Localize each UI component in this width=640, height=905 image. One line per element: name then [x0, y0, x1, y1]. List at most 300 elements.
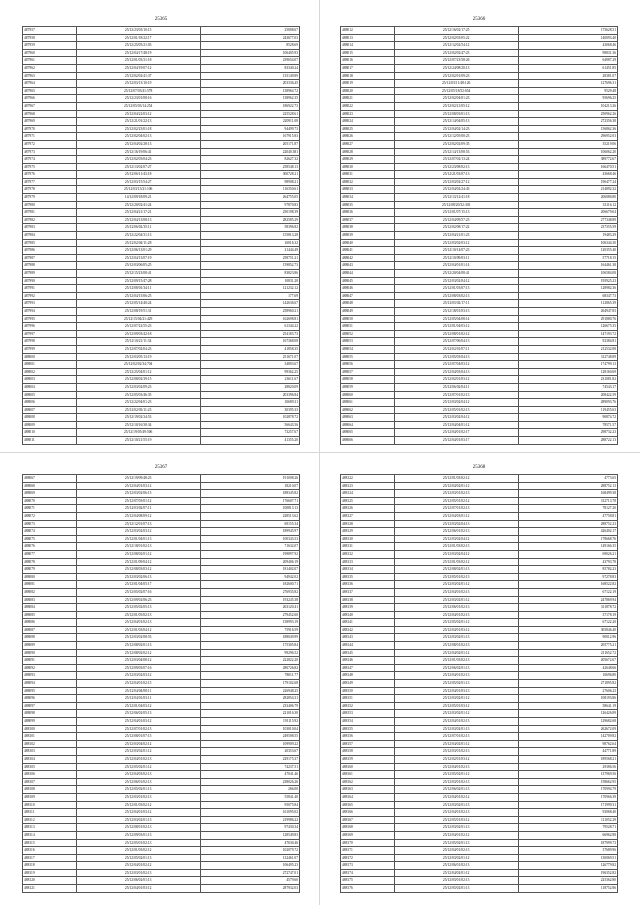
table-row [341, 626, 618, 634]
table-row [341, 254, 618, 262]
timestamp-cell: 25/12/03/02/01:12 [394, 695, 518, 703]
amount-cell: 10831.28 [200, 277, 300, 285]
timestamp-cell: 25/12/01/04/01:13 [76, 535, 200, 543]
amount-cell: 266.00 [200, 786, 300, 794]
timestamp-cell: 25/12/10/21/55:19 [76, 437, 200, 445]
amount-cell: 8528.69 [200, 42, 300, 50]
table-row [23, 778, 300, 786]
table-row [341, 687, 618, 695]
record-id-cell: 487983 [23, 224, 77, 232]
amount-cell: 279452.60 [200, 611, 300, 619]
table-row [341, 292, 618, 300]
timestamp-cell: 25/12/07/22/55:23 [76, 323, 200, 331]
amount-cell: 58396.82 [200, 224, 300, 232]
timestamp-cell: 25/12/05/01/03:12 [394, 702, 518, 710]
timestamp-cell: 25/12/04/01/02:13 [76, 619, 200, 627]
amount-cell: 175305.84 [200, 642, 300, 650]
table-row [341, 277, 618, 285]
timestamp-cell: 25/12/06/13/01:29 [76, 247, 200, 255]
timestamp-cell: 25/12/05/02/01:12 [394, 619, 518, 627]
amount-cell: 106584.08 [518, 270, 618, 278]
record-id-cell: 488043 [341, 262, 395, 270]
amount-cell: 264755.05 [200, 194, 300, 202]
table-row [23, 687, 300, 695]
amount-cell: 187999.73 [518, 839, 618, 847]
record-id-cell: 488086 [23, 619, 77, 627]
record-id-cell: 488156 [341, 733, 395, 741]
record-id-cell: 488006 [23, 399, 77, 407]
amount-cell: 277348.89 [518, 216, 618, 224]
timestamp-cell: 25/12/03/02/04:12 [394, 550, 518, 558]
timestamp-cell: 25/12/09/03/01:13 [76, 831, 200, 839]
table-row [23, 224, 300, 232]
record-id-cell: 488085 [23, 611, 77, 619]
record-id-cell: 488029 [341, 156, 395, 164]
timestamp-cell: 25/12/03/02/01:13 [394, 725, 518, 733]
timestamp-cell: 25/12/07/01/02:13 [394, 505, 518, 513]
table-row [341, 57, 618, 65]
table-row [23, 763, 300, 771]
timestamp-cell: 25/12/22/04/01:23 [76, 399, 200, 407]
amount-cell: 37689.96 [518, 847, 618, 855]
record-id-cell: 488081 [23, 581, 77, 589]
timestamp-cell: 25/12/12/02/54:12 [394, 42, 518, 50]
timestamp-cell: 25/12/20/02/41:24 [76, 201, 200, 209]
table-row [23, 361, 300, 369]
table-row [341, 869, 618, 877]
timestamp-cell: 25/12/02/02/41:37 [76, 72, 200, 80]
amount-cell: 199897.92 [200, 550, 300, 558]
amount-cell: 112865.39 [518, 300, 618, 308]
record-id-cell: 488159 [341, 755, 395, 763]
timestamp-cell: 25/12/09/03/42:18 [76, 330, 200, 338]
table-row [23, 573, 300, 581]
timestamp-cell: 25/12/03/02/04:13 [394, 520, 518, 528]
table-row [341, 680, 618, 688]
record-id-cell: 487962 [23, 64, 77, 72]
record-id-cell: 488067 [23, 475, 77, 483]
amount-cell: 167368.08 [200, 338, 300, 346]
record-id-cell: 487980 [23, 201, 77, 209]
record-id-cell: 487979 [23, 194, 77, 202]
record-id-cell: 487997 [23, 330, 77, 338]
record-id-cell: 488027 [341, 140, 395, 148]
record-id-cell: 487977 [23, 178, 77, 186]
amount-cell: 68347.73 [518, 292, 618, 300]
table-row [23, 839, 300, 847]
amount-cell: 312748.89 [518, 353, 618, 361]
table-row [341, 64, 618, 72]
record-id-cell: 488121 [23, 885, 77, 893]
timestamp-cell: 25/12/09/15/47:28 [76, 277, 200, 285]
timestamp-cell: 25/12/04/01/02:13 [394, 672, 518, 680]
record-id-cell: 488009 [23, 421, 77, 429]
amount-cell: 126779.82 [518, 862, 618, 870]
record-id-cell: 488034 [341, 194, 395, 202]
table-row [23, 201, 300, 209]
record-id-cell: 488116 [23, 847, 77, 855]
timestamp-cell: 25/12/03/02/03:12 [394, 239, 518, 247]
timestamp-cell: 25/12/03/05/13:19 [76, 353, 200, 361]
record-id-cell: 488019 [341, 80, 395, 88]
amount-cell: 203396.84 [200, 391, 300, 399]
table-row [341, 270, 618, 278]
timestamp-cell: 25/12/08/01/02:13 [394, 642, 518, 650]
amount-cell: 158662.95 [518, 778, 618, 786]
page-25366 [340, 14, 618, 445]
timestamp-cell: 25/12/04/02/01:12 [394, 740, 518, 748]
amount-cell: 205672.67 [518, 657, 618, 665]
table-row [341, 232, 618, 240]
ledger-table [22, 26, 300, 445]
record-id-cell: 488130 [341, 535, 395, 543]
table-row [23, 543, 300, 551]
record-id-cell: 488033 [341, 186, 395, 194]
timestamp-cell: 25/12/04/22/03:12 [76, 110, 200, 118]
record-id-cell: 488000 [23, 353, 77, 361]
timestamp-cell: 25/12/21/03/07:13 [394, 171, 518, 179]
table-row [23, 429, 300, 437]
record-id-cell: 488097 [23, 702, 77, 710]
record-id-cell: 488141 [341, 619, 395, 627]
page-25365 [22, 14, 300, 445]
timestamp-cell: 25/12/08/01/07:15 [76, 733, 200, 741]
table-row [341, 604, 618, 612]
table-row [23, 520, 300, 528]
record-id-cell: 488062 [341, 406, 395, 414]
amount-cell: 69026.21 [518, 550, 618, 558]
table-row [341, 566, 618, 574]
amount-cell: 231081.82 [518, 376, 618, 384]
amount-cell: 282585.29 [200, 216, 300, 224]
table-row [23, 133, 300, 141]
timestamp-cell: 25/12/04/01/03:13 [394, 687, 518, 695]
amount-cell: 64987.29 [518, 57, 618, 65]
table-row [23, 315, 300, 323]
timestamp-cell: 25/12/05/02/01:13 [76, 854, 200, 862]
timestamp-cell: 25/12/01/03/04:12 [76, 626, 200, 634]
timestamp-cell: 25/12/04/03/04:13 [394, 368, 518, 376]
timestamp-cell: 25/12/18/01/03:13 [394, 307, 518, 315]
amount-cell: 175628.51 [518, 27, 618, 35]
timestamp-cell: 25/12/21/01/22:13 [76, 118, 200, 126]
record-id-cell: 488079 [23, 566, 77, 574]
timestamp-cell: 25/12/04/17/48:19 [76, 49, 200, 57]
table-row [23, 862, 300, 870]
timestamp-cell: 25/12/03/01/02:13 [394, 490, 518, 498]
table-row [341, 877, 618, 885]
table-row [23, 642, 300, 650]
table-row [23, 733, 300, 741]
record-id-cell: 488013 [341, 34, 395, 42]
timestamp-cell: 25/12/06/11/43:18 [76, 171, 200, 179]
table-row [341, 862, 618, 870]
record-id-cell: 487995 [23, 315, 77, 323]
record-id-cell: 488149 [341, 680, 395, 688]
record-id-cell: 488092 [23, 664, 77, 672]
table-row [23, 277, 300, 285]
table-row [341, 482, 618, 490]
table-row [23, 725, 300, 733]
amount-cell: 225528.61 [200, 110, 300, 118]
table-row [23, 824, 300, 832]
timestamp-cell: 25/12/05/01/03:12 [394, 816, 518, 824]
amount-cell: 137969.56 [518, 771, 618, 779]
table-row [341, 733, 618, 741]
record-id-cell: 488052 [341, 330, 395, 338]
timestamp-cell: 25/12/03/02/01:12 [394, 596, 518, 604]
amount-cell: 195925.23 [518, 277, 618, 285]
record-id-cell: 488061 [341, 399, 395, 407]
table-row [341, 535, 618, 543]
record-id-cell: 488005 [23, 391, 77, 399]
amount-cell: 128549.83 [200, 831, 300, 839]
amount-cell: 221016.30 [200, 710, 300, 718]
amount-cell: 272747.01 [200, 869, 300, 877]
amount-cell: 288752.23 [518, 520, 618, 528]
record-id-cell: 488115 [23, 839, 77, 847]
amount-cell: 142636.67 [200, 300, 300, 308]
amount-cell: 106495.23 [200, 862, 300, 870]
record-id-cell: 488089 [23, 642, 77, 650]
record-id-cell: 488060 [341, 391, 395, 399]
timestamp-cell: 25/12/14/04/05:13 [394, 118, 518, 126]
amount-cell: 205171.87 [200, 140, 300, 148]
table-row [23, 482, 300, 490]
record-id-cell: 488126 [341, 505, 395, 513]
amount-cell: 296952.03 [518, 133, 618, 141]
amount-cell: 90874.72 [518, 414, 618, 422]
amount-cell: 71632.07 [200, 543, 300, 551]
amount-cell: 116350.61 [200, 186, 300, 194]
timestamp-cell: 25/12/04/02/14:23 [394, 125, 518, 133]
record-id-cell: 488063 [341, 414, 395, 422]
table-row [23, 793, 300, 801]
timestamp-cell: 25/12/01/18/22:17 [76, 34, 200, 42]
record-id-cell: 488058 [341, 376, 395, 384]
table-row [23, 596, 300, 604]
amount-cell: 229175.37 [200, 755, 300, 763]
record-id-cell: 487996 [23, 323, 77, 331]
timestamp-cell: 25/12/04/13/08:13 [76, 216, 200, 224]
record-id-cell: 488120 [23, 877, 77, 885]
amount-cell: 142709.82 [518, 733, 618, 741]
table-row [341, 809, 618, 817]
table-row [341, 512, 618, 520]
amount-cell: 102079.72 [200, 847, 300, 855]
record-id-cell: 488113 [23, 824, 77, 832]
timestamp-cell: 25/12/07/02/13:24 [394, 156, 518, 164]
table-row [341, 725, 618, 733]
record-id-cell: 487958 [23, 34, 77, 42]
amount-cell: 305846.40 [518, 626, 618, 634]
timestamp-cell: 25/12/03/01/02:13 [394, 748, 518, 756]
table-row [341, 649, 618, 657]
record-id-cell: 488059 [341, 383, 395, 391]
record-id-cell: 488072 [23, 512, 77, 520]
table-row [23, 581, 300, 589]
record-id-cell: 488129 [341, 528, 395, 536]
timestamp-cell: 25/12/04/01/02:13 [394, 718, 518, 726]
timestamp-cell: 25/12/01/04/03:12 [76, 702, 200, 710]
record-id-cell: 488012 [341, 27, 395, 35]
record-id-cell: 488153 [341, 710, 395, 718]
amount-cell: 171999.31 [518, 801, 618, 809]
ledger-table [22, 474, 300, 893]
timestamp-cell: 25/12/01/09/04:12 [76, 558, 200, 566]
timestamp-cell: 25/12/02/02/47:23 [394, 49, 518, 57]
timestamp-cell: 25/12/01/03/02:12 [394, 475, 518, 483]
amount-cell: 83340.24 [200, 64, 300, 72]
table-row [23, 680, 300, 688]
record-id-cell: 488032 [341, 178, 395, 186]
amount-cell: 196352.82 [518, 869, 618, 877]
amount-cell: 254183.73 [200, 330, 300, 338]
amount-cell: 251671.07 [200, 353, 300, 361]
timestamp-cell: 25/12/04/01/02:15 [76, 680, 200, 688]
table-row [341, 793, 618, 801]
record-id-cell: 488069 [23, 490, 77, 498]
timestamp-cell: 25/12/02/01/03:12 [394, 755, 518, 763]
amount-cell: 99362.25 [200, 368, 300, 376]
table-row [341, 156, 618, 164]
timestamp-cell: 25/12/02/03/11:23 [76, 406, 200, 414]
amount-cell: 108193.86 [518, 695, 618, 703]
record-id-cell: 488070 [23, 497, 77, 505]
amount-cell: 43793.78 [518, 558, 618, 566]
table-row [23, 437, 300, 445]
timestamp-cell: 25/12/03/01/02:13 [76, 793, 200, 801]
table-row [23, 34, 300, 42]
table-row [341, 763, 618, 771]
amount-cell: 67122.20 [518, 619, 618, 627]
amount-cell: 166470.51 [518, 163, 618, 171]
timestamp-cell: 25/12/06/01/02:13 [76, 778, 200, 786]
table-row [341, 353, 618, 361]
record-id-cell: 488007 [23, 406, 77, 414]
amount-cell: 149166.35 [518, 543, 618, 551]
record-id-cell: 488107 [23, 778, 77, 786]
timestamp-cell: 25/12/05/04/08:14 [394, 315, 518, 323]
amount-cell: 10689.31 [200, 399, 300, 407]
table-row [341, 323, 618, 331]
amount-cell: 158993.19 [200, 619, 300, 627]
timestamp-cell: 25/12/01/03/02:13 [394, 657, 518, 665]
timestamp-cell: 25/12/05/02/01:13 [394, 680, 518, 688]
table-row [341, 148, 618, 156]
amount-cell: 258548.13 [200, 163, 300, 171]
timestamp-cell: 25/12/05/03/14:254 [76, 102, 200, 110]
amount-cell: 205775.21 [518, 642, 618, 650]
page-number: 25368 [472, 465, 486, 470]
record-id-cell: 488017 [341, 64, 395, 72]
table-row [341, 224, 618, 232]
record-id-cell: 488001 [23, 361, 77, 369]
record-id-cell: 488132 [341, 550, 395, 558]
record-id-cell: 488122 [341, 475, 395, 483]
timestamp-cell: 25/12/02/23/01:18 [76, 125, 200, 133]
record-id-cell: 488088 [23, 634, 77, 642]
record-id-cell: 488004 [23, 383, 77, 391]
timestamp-cell: 25/12/03/02/07:11 [76, 505, 200, 513]
timestamp-cell: 25/12/20/04/08:41 [394, 270, 518, 278]
table-row [23, 414, 300, 422]
amount-cell: 138964.72 [200, 87, 300, 95]
table-row [23, 718, 300, 726]
table-row [341, 239, 618, 247]
amount-cell: 159852.73 [200, 262, 300, 270]
table-row [23, 27, 300, 35]
record-id-cell: 488146 [341, 657, 395, 665]
table-row [341, 611, 618, 619]
table-row [23, 831, 300, 839]
record-id-cell: 488150 [341, 687, 395, 695]
amount-cell: 47630.46 [200, 839, 300, 847]
record-id-cell: 488021 [341, 95, 395, 103]
record-id-cell: 487978 [23, 186, 77, 194]
amount-cell: 100343.53 [200, 535, 300, 543]
timestamp-cell: 25/12/03/04/02:12 [76, 740, 200, 748]
record-id-cell: 488106 [23, 771, 77, 779]
table-row [23, 490, 300, 498]
record-id-cell: 488011 [23, 437, 77, 445]
amount-cell: 206679.04 [518, 209, 618, 217]
amount-cell: 258960.21 [200, 307, 300, 315]
table-row [341, 695, 618, 703]
amount-cell: 61344.22 [200, 323, 300, 331]
table-row [23, 588, 300, 596]
amount-cell: 287932.03 [200, 885, 300, 893]
timestamp-cell: 25/12/02/04/11:28 [76, 239, 200, 247]
table-row [23, 292, 300, 300]
timestamp-cell: 25/12/09/02/06:23 [76, 596, 200, 604]
timestamp-cell: 25/12/02/04/01:23 [394, 95, 518, 103]
amount-cell: 103010.04 [200, 725, 300, 733]
amount-cell: 191115.92 [200, 718, 300, 726]
amount-cell: 262672.09 [518, 725, 618, 733]
timestamp-cell: 25/12/02/21/05:12 [394, 102, 518, 110]
amount-cell: 312713.78 [518, 497, 618, 505]
amount-cell: 98762.64 [518, 740, 618, 748]
table-row [341, 376, 618, 384]
amount-cell: 182600.71 [200, 581, 300, 589]
table-row [23, 300, 300, 308]
table-row [341, 315, 618, 323]
record-id-cell: 488161 [341, 771, 395, 779]
record-id-cell: 487982 [23, 216, 77, 224]
timestamp-cell: 25/12/04/01/03:11 [76, 695, 200, 703]
record-id-cell: 488160 [341, 763, 395, 771]
table-row [23, 710, 300, 718]
page-25367 [22, 462, 300, 893]
timestamp-cell: 25/12/03/02/01:12 [394, 710, 518, 718]
amount-cell: 58641.19 [518, 702, 618, 710]
record-id-cell: 487991 [23, 285, 77, 293]
amount-cell: 156862.36 [518, 125, 618, 133]
amount-cell: 167915.83 [200, 133, 300, 141]
table-row [23, 528, 300, 536]
table-row [341, 824, 618, 832]
amount-cell: 209406.19 [200, 558, 300, 566]
table-row [341, 186, 618, 194]
amount-cell: 389772.67 [518, 156, 618, 164]
record-id-cell: 487965 [23, 87, 77, 95]
table-row [341, 300, 618, 308]
amount-cell: 21444.49 [200, 247, 300, 255]
amount-cell: 85782.23 [518, 566, 618, 574]
table-row [341, 475, 618, 483]
timestamp-cell: 25/12/03/02/01:13 [76, 816, 200, 824]
